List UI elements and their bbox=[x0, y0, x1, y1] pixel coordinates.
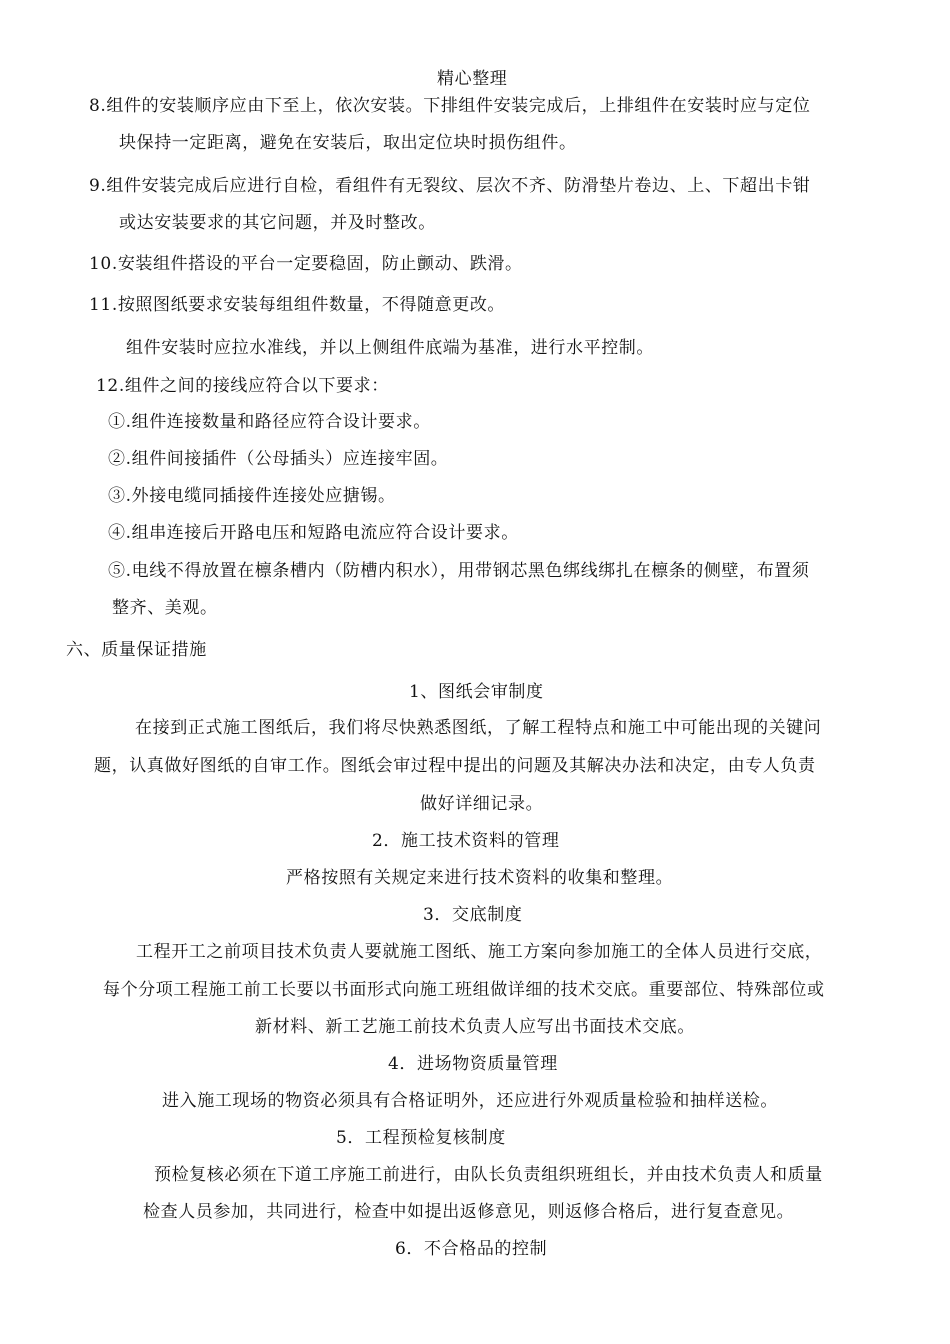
paragraph-line: 10.安装组件搭设的平台一定要稳固，防止颤动、跌滑。 bbox=[89, 254, 523, 274]
paragraph-line: 新材料、新工艺施工前技术负责人应写出书面技术交底。 bbox=[255, 1017, 695, 1037]
paragraph-line: 预检复核必须在下道工序施工前进行，由队长负责组织班组长，并由技术负责人和质量 bbox=[154, 1165, 823, 1185]
list-item: ④.组串连接后开路电压和短路电流应符合设计要求。 bbox=[108, 523, 519, 543]
subsection-heading: 2．施工技术资料的管理 bbox=[372, 831, 560, 851]
paragraph-line: 做好详细记录。 bbox=[420, 794, 544, 814]
subsection-heading: 6．不合格品的控制 bbox=[395, 1239, 548, 1259]
paragraph-line: 在接到正式施工图纸后，我们将尽快熟悉图纸，了解工程特点和施工中可能出现的关键问 bbox=[135, 718, 822, 738]
paragraph-line: 8.组件的安装顺序应由下至上，依次安装。下排组件安装完成后，上排组件在安装时应与定位 bbox=[89, 96, 811, 116]
subsection-heading: 5．工程预检复核制度 bbox=[336, 1128, 506, 1148]
paragraph-line: 题，认真做好图纸的自审工作。图纸会审过程中提出的问题及其解决办法和决定，由专人负责 bbox=[94, 756, 816, 776]
subsection-heading: 3．交底制度 bbox=[423, 905, 523, 925]
paragraph-line: 11.按照图纸要求安装每组组件数量，不得随意更改。 bbox=[89, 295, 506, 315]
list-item: ⑤.电线不得放置在檩条槽内（防槽内积水），用带钢芯黑色绑线绑扎在檩条的侧壁，布置须 bbox=[108, 561, 810, 581]
paragraph-line: 严格按照有关规定来进行技术资料的收集和整理。 bbox=[286, 868, 674, 888]
section-heading: 六、质量保证措施 bbox=[66, 640, 207, 660]
page-header: 精心整理 bbox=[437, 69, 508, 89]
paragraph-line: 块保持一定距离，避免在安装后，取出定位块时损伤组件。 bbox=[119, 133, 577, 153]
paragraph-line: 组件安装时应拉水准线，并以上侧组件底端为基准，进行水平控制。 bbox=[126, 338, 654, 358]
list-item: ①.组件连接数量和路径应符合设计要求。 bbox=[108, 412, 431, 432]
paragraph-line: 12.组件之间的接线应符合以下要求： bbox=[96, 376, 389, 396]
subsection-heading: 1、图纸会审制度 bbox=[409, 682, 544, 702]
list-item: ②.组件间接插件（公母插头）应连接牢固。 bbox=[108, 449, 449, 469]
subsection-heading: 4．进场物资质量管理 bbox=[388, 1054, 558, 1074]
paragraph-line: 进入施工现场的物资必须具有合格证明外，还应进行外观质量检验和抽样送检。 bbox=[162, 1091, 778, 1111]
paragraph-line: 9.组件安装完成后应进行自检，看组件有无裂纹、层次不齐、防滑垫片卷边、上、下超出卡钳 bbox=[89, 176, 811, 196]
paragraph-line: 或达安装要求的其它问题，并及时整改。 bbox=[119, 213, 436, 233]
paragraph-line: 每个分项工程施工前工长要以书面形式向施工班组做详细的技术交底。重要部位、特殊部位或 bbox=[103, 980, 825, 1000]
list-item: 整齐、美观。 bbox=[112, 598, 218, 618]
list-item: ③.外接电缆同插接件连接处应搪锡。 bbox=[108, 486, 396, 506]
paragraph-line: 工程开工之前项目技术负责人要就施工图纸、施工方案向参加施工的全体人员进行交底， bbox=[136, 942, 823, 962]
paragraph-line: 检查人员参加，共同进行，检查中如提出返修意见，则返修合格后，进行复查意见。 bbox=[143, 1202, 795, 1222]
